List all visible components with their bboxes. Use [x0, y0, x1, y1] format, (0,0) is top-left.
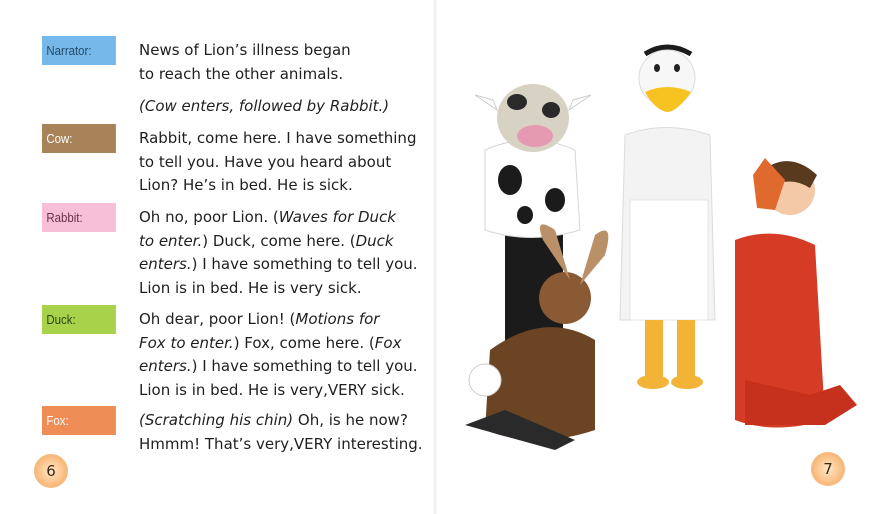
duck-line-1: Oh dear, poor Lion! (Motions for — [139, 310, 380, 328]
duck-line-2: Fox to enter.) Fox, come here. (Fox — [139, 333, 402, 352]
rabbit-line-4: Lion is in bed. He is very sick. — [139, 278, 362, 297]
narrator-role-tag: Narrator: — [42, 36, 116, 65]
fox-line-2: Hmmm! That’s very,VERY interesting. — [139, 434, 423, 453]
narrator-line-1: News of Lion’s illness began — [139, 41, 351, 59]
fox-speech — [139, 409, 429, 456]
page-number-left: 6 — [34, 454, 68, 488]
duck-line-3: enters.) I have something to tell you. — [139, 357, 418, 375]
right-page — [435, 0, 870, 514]
narrator-line-2: to reach the other animals. — [139, 64, 344, 83]
cow-line-3: Lion? He’s in bed. He is sick. — [139, 176, 353, 194]
duck-speech — [139, 308, 429, 402]
rabbit-line-2: to enter.) Duck, come here. (Duck — [139, 231, 394, 250]
rabbit-role-tag: Rabbit: — [42, 203, 116, 232]
page-number-right: 7 — [811, 452, 845, 486]
narrator-speech — [139, 39, 429, 119]
cow-line-1: Rabbit, come here. I have something — [139, 129, 417, 147]
fox-line-1: (Scratching his chin) Oh, is he now? — [139, 411, 408, 429]
duck-role-tag: Duck: — [42, 305, 116, 334]
duck-costume-child — [620, 47, 715, 389]
costumed-children-photo — [445, 40, 865, 480]
cow-line-2: to tell you. Have you heard about — [139, 152, 392, 171]
stage-direction: (Cow enters, followed by Rabbit.) — [139, 97, 390, 115]
rabbit-line-1: Oh no, poor Lion. (Waves for Duck — [139, 208, 396, 226]
cow-role-tag: Cow: — [42, 124, 116, 153]
duck-line-4: Lion is in bed. He is very,VERY sick. — [139, 380, 405, 399]
rabbit-speech — [139, 206, 429, 300]
fox-costume-child — [735, 158, 857, 428]
fox-role-tag: Fox: — [42, 406, 116, 435]
cow-speech — [139, 127, 429, 198]
rabbit-line-3: enters.) I have something to tell you. — [139, 255, 418, 273]
